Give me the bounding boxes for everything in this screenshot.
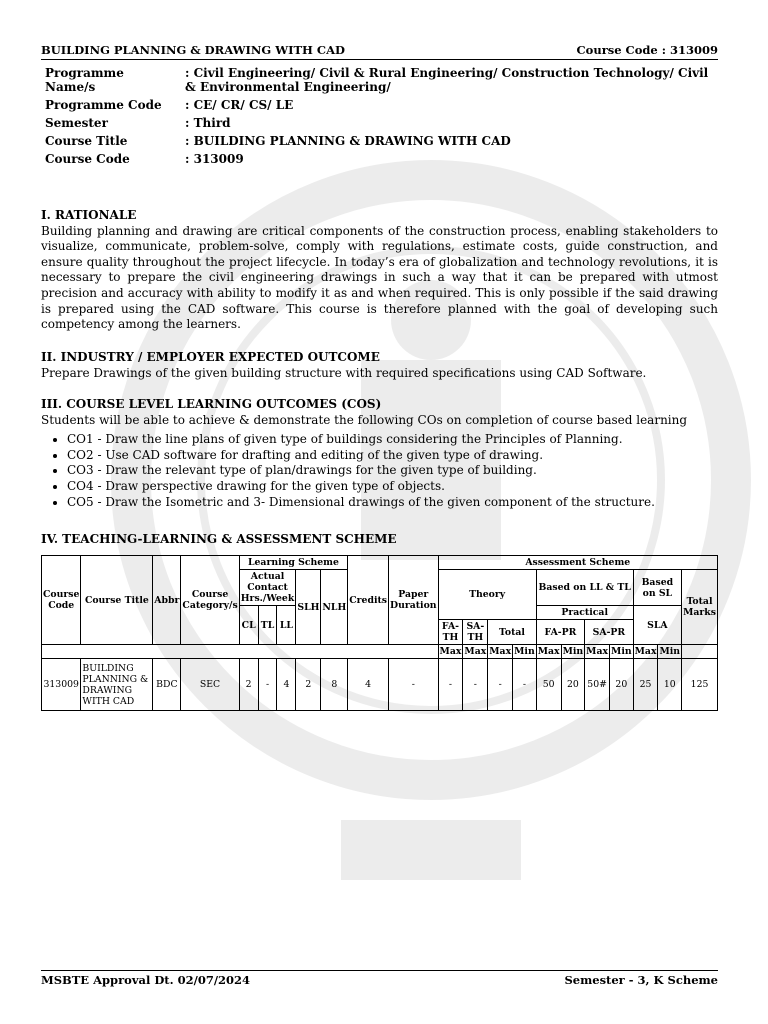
th-sa-pr: SA-PR [585,620,633,645]
table-row [42,659,718,711]
industry-heading: II. INDUSTRY / EMPLOYER EXPECTED OUTCOME [41,350,380,364]
header-title: BUILDING PLANNING & DRAWING WITH CAD [41,43,345,57]
footer-semester: Semester - 3, K Scheme [564,973,718,987]
cell-sa-th-max: - [463,659,488,711]
th-cl: CL [239,606,258,645]
th-abbr: Abbr [153,556,181,645]
th-max: Max [634,646,657,657]
cell-total-min: - [513,659,537,711]
programme-info-table [41,64,718,168]
cell-sla-max: 25 [633,659,658,711]
th-nlh: NLH [321,570,348,645]
rationale-heading: I. RATIONALE [41,208,137,222]
th-fa-pr: FA-PR [536,620,584,645]
th-practical: Practical [536,606,633,620]
cos-list [41,432,718,510]
co-item: • CO1 - Draw the line plans of given type of buildings considering the Principles of Planning. [67,432,718,448]
co-item: • CO4 - Draw perspective drawing for the given type of objects. [67,479,718,495]
info-row [41,150,718,168]
th-based-sl: Based on SL [633,570,681,606]
document-page [41,0,718,1024]
th-max: Max [464,646,487,657]
th-tl: TL [258,606,277,645]
th-total-marks: Total Marks [682,570,718,645]
cell-credits: 4 [348,659,389,711]
th-credits: Credits [348,556,389,645]
th-theory: Theory [438,570,536,620]
info-key: Programme Name/s [45,66,124,94]
cell-sla-min: 10 [658,659,682,711]
cell-cl: 2 [239,659,258,711]
info-row [41,114,718,132]
header-course-code: Course Code : 313009 [576,43,718,57]
cell-abbr: BDC [153,659,181,711]
info-value: : Civil Engineering/ Civil & Rural Engineering/ Construction Technology/ Civil & Environmental Engineering/ [185,66,709,94]
cell-sa-pr-min: 20 [610,659,634,711]
info-value: : CE/ CR/ CS/ LE [185,98,294,112]
teaching-assessment-table [41,555,718,711]
cos-section [41,397,718,510]
scheme-heading: IV. TEACHING-LEARNING & ASSESSMENT SCHEME [41,532,397,546]
cell-sa-pr-max: 50# [585,659,610,711]
th-min: Min [514,646,535,657]
th-course-code: Course Code [42,556,81,645]
info-value: : Third [185,116,231,130]
info-row [41,64,718,96]
info-key: Course Code [45,152,130,166]
th-category: Course Category/s [181,556,239,645]
cell-nlh: 8 [321,659,348,711]
th-sla: SLA [633,606,681,645]
th-sa-th: SA-TH [463,620,488,645]
th-fa-th: FA-TH [438,620,463,645]
th-max: Max [537,646,560,657]
cell-paper: - [389,659,439,711]
th-course-title: Course Title [81,556,153,645]
info-key: Course Title [45,134,128,148]
cell-category: SEC [181,659,239,711]
th-min: Min [659,646,681,657]
th-learning-scheme: Learning Scheme [239,556,348,570]
th-max: Max [586,646,609,657]
cell-fa-pr-max: 50 [536,659,561,711]
info-key: Programme Code [45,98,162,112]
info-row [41,96,718,114]
page-footer [41,970,718,987]
cell-code: 313009 [42,659,81,711]
info-value: : BUILDING PLANNING & DRAWING WITH CAD [185,134,511,148]
co-item: • CO3 - Draw the relevant type of plan/drawings for the given type of building. [67,463,718,479]
th-total: Total [488,620,536,645]
th-actual-contact: Actual Contact Hrs./Week [240,571,295,604]
th-assessment-scheme: Assessment Scheme [438,556,717,570]
th-min: Min [562,646,584,657]
co-item: • CO2 - Use CAD software for drafting and editing of the given type of drawing. [67,448,718,464]
cell-ll: 4 [277,659,296,711]
info-key: Semester [45,116,108,130]
rationale-text: Building planning and drawing are critical components of the construction process, enabling stakeholders to visualize, communicate, problem-solve, comply with regulations, estimate costs, guide construction, and ensure quality throughout the project lifecycle. In today’s era of globalization and technology revolutions, it is necessary to prepare the civil engineering drawings in such a way that it can be prepared with utmost precision and accuracy with ability to modify it as and when required. This is only possible if the said drawing is prepared using the CAD software. This course is therefore planned with the goal of developing such competency among the learners. [41,223,718,332]
cos-heading: III. COURSE LEVEL LEARNING OUTCOMES (COS) [41,397,382,411]
cell-fa-th-max: - [438,659,463,711]
th-max: Max [439,646,462,657]
industry-text: Prepare Drawings of the given building structure with required specifications using CAD Software. [41,365,647,380]
th-ll: LL [277,606,296,645]
cell-fa-pr-min: 20 [561,659,585,711]
cell-total-max: - [488,659,513,711]
industry-section [41,350,718,381]
page-header [41,43,718,60]
th-paper-duration: Paper Duration [389,556,439,645]
cell-slh: 2 [296,659,321,711]
info-row [41,132,718,150]
cell-total-marks: 125 [682,659,718,711]
rationale-section [41,208,718,333]
info-value: : 313009 [185,152,244,166]
th-based-ll-tl: Based on LL & TL [536,570,633,606]
scheme-section [41,532,718,548]
th-max: Max [489,646,512,657]
cos-intro: Students will be able to achieve & demonstrate the following COs on completion of course based learning [41,412,688,427]
cell-title: BUILDING PLANNING & DRAWING WITH CAD [81,659,153,711]
th-slh: SLH [296,570,321,645]
co-item: • CO5 - Draw the Isometric and 3- Dimensional drawings of the given component of the structure. [67,495,718,511]
footer-approval: MSBTE Approval Dt. 02/07/2024 [41,973,251,987]
th-min: Min [611,646,632,657]
cell-tl: - [258,659,277,711]
